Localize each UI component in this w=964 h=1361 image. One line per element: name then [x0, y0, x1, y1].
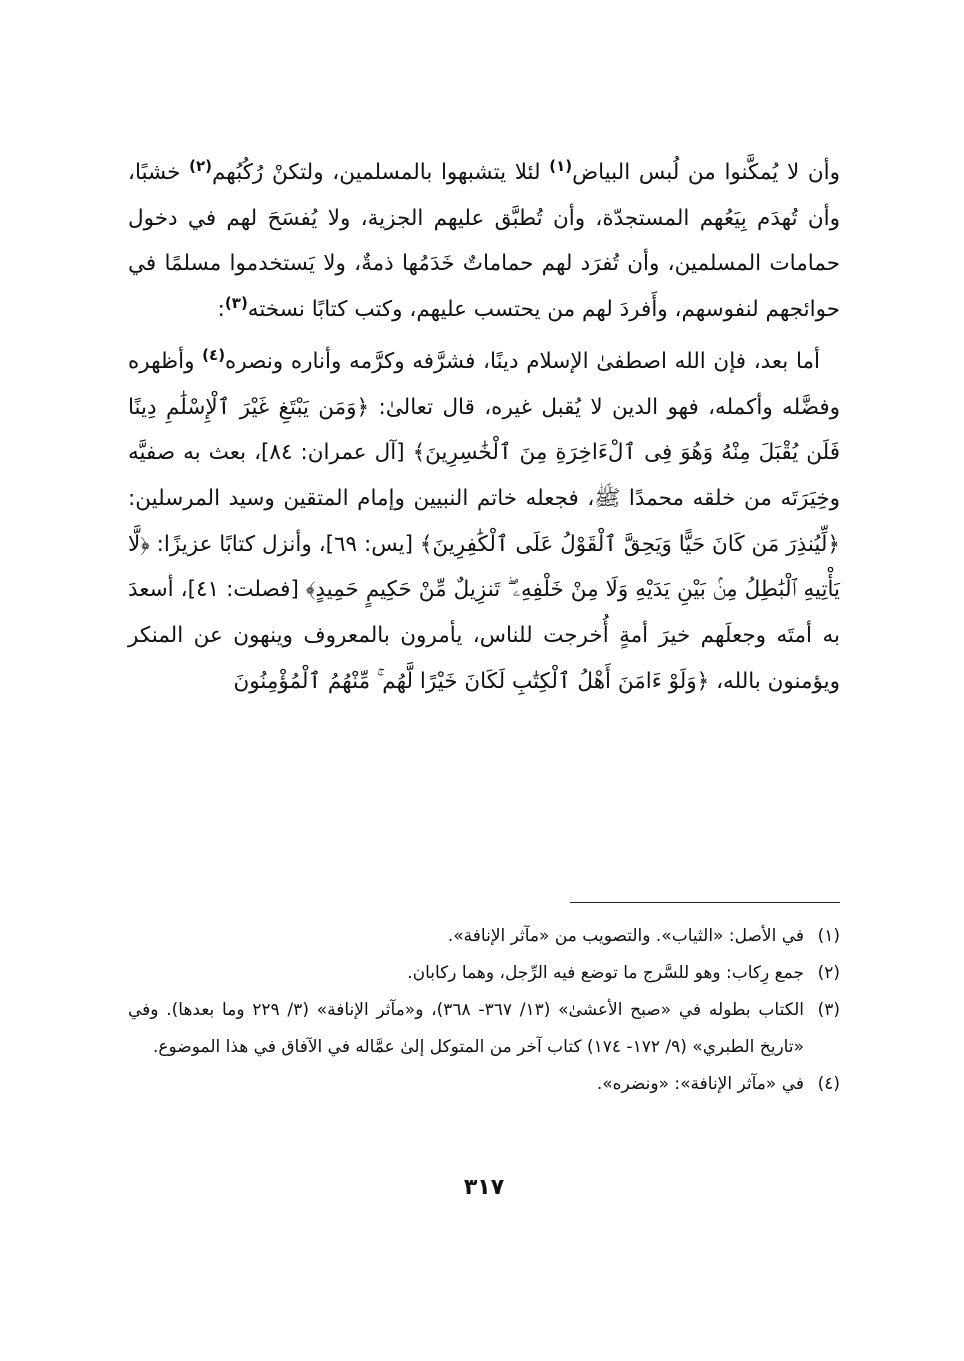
footnote: [128, 992, 840, 1066]
book-page: [128, 150, 840, 1260]
footnote: [128, 955, 840, 992]
main-text: [128, 150, 840, 704]
footnote-text: في «مآثر الإنافة»: «ونضره».: [596, 1074, 804, 1094]
footnote-reference: (٤): [202, 345, 226, 364]
footnote-text: الكتاب بطوله في «صبح الأعشىٰ» (١٣/ ٣٦٧- ٣٦٨)، و«مآثر الإنافة» (٣/ ٢٢٩ وما بعدها). وفي «تاريخ الطبري» (٩/ ١٧٢- ١٧٤) كتاب آخر من المتوكل إلىٰ عمَّاله في الآفاق في هذا الموضوع.: [128, 1000, 805, 1057]
text-segment: وأظهره وفضَّله وأكمله، فهو الدين لا يُقبل غيره، قال تعالىٰ: ﴿وَمَن يَبْتَغِ غَيْرَ ٱلْإِسْلَٰمِ دِينًا فَلَن يُقْبَلَ مِنْهُ وَهُوَ فِى ٱلْءَاخِرَةِ مِنَ ٱلْخَٰسِرِينَ﴾ [آل عمران: ٨٤]، بعث به صفيَّه وخِيَرَتَه من خلقه محمدًا ﷺ، فجعله خاتم النبيين وإمام المتقين وسيد المرسلين: ﴿لِّيُنذِرَ مَن كَانَ حَيًّا وَيَحِقَّ ٱلْقَوْلُ عَلَى ٱلْكَٰفِرِينَ﴾ [يس: ٦٩]، وأنزل كتابًا عزيزًا: ﴿لَّا يَأْتِيهِ ٱلْبَٰطِلُ مِنۢ بَيْنِ يَدَيْهِ وَلَا مِنْ خَلْفِهِۦ ۖ تَنزِيلٌ مِّنْ حَكِيمٍ حَمِيدٍ﴾ [فصلت: ٤١]، أسعدَ به أمتَه وجعلَهم خيرَ أمةٍ أُخرجت للناس، يأمرون بالمعروف وينهون عن المنكر ويؤمنون بالله، ﴿وَلَوْ ءَامَنَ أَهْلُ ٱلْكِتَٰبِ لَكَانَ خَيْرًا لَّهُم ۚ مِّنْهُمُ ٱلْمُؤْمِنُونَ: [128, 348, 840, 694]
text-segment: وأن لا يُمكَّنوا من لُبس البياض: [572, 160, 840, 185]
footnote-number: (٣): [817, 1000, 840, 1020]
footnote: [128, 918, 840, 955]
footnote-number: (١): [817, 926, 840, 946]
footnote-number: (٤): [817, 1074, 840, 1094]
footnote: [128, 1066, 840, 1103]
text-segment: :: [217, 297, 225, 323]
text-segment: أما بعد، فإن الله اصطفىٰ الإسلام دينًا، فشرَّفه وكرَّمه وأناره ونصره: [225, 348, 820, 374]
footnote-reference: (١): [549, 157, 573, 175]
footnote-number: (٢): [817, 963, 840, 983]
footnotes: [128, 918, 840, 1103]
text-segment: لئلا يتشبهوا بالمسلمين، ولتكنْ رُكُبُهم: [211, 160, 550, 185]
page-number: ٣١٧: [463, 1175, 505, 1200]
paragraph: [128, 150, 840, 333]
footnote-text: جمع رِكاب: وهو للسَّرج ما توضع فيه الرِّجل، وهما ركابان.: [407, 963, 804, 983]
footnote-reference: (٣): [224, 294, 248, 313]
footnote-text: في الأصل: «الثياب». والتصويب من «مآثر الإنافة».: [447, 926, 804, 946]
text-segment: خشبًا، وأن تُهدَم بِيَعُهم المستجدّة، وأن تُطبَّق عليهم الجزية، ولا يُفسَحَ لهم في دخول حمامات المسلمين، وأن تُفرَد لهم حماماتٌ خَدَمُها ذمةٌ، ولا يَستخدموا مسلمًا في حوائجهم لنفوسهم، وأَفردَ لهم من يحتسب عليهم، وكتب كتابًا نسخته: [128, 160, 840, 323]
paragraph: [128, 339, 840, 705]
footnote-separator: [570, 902, 840, 903]
footnote-reference: (٢): [189, 157, 212, 175]
